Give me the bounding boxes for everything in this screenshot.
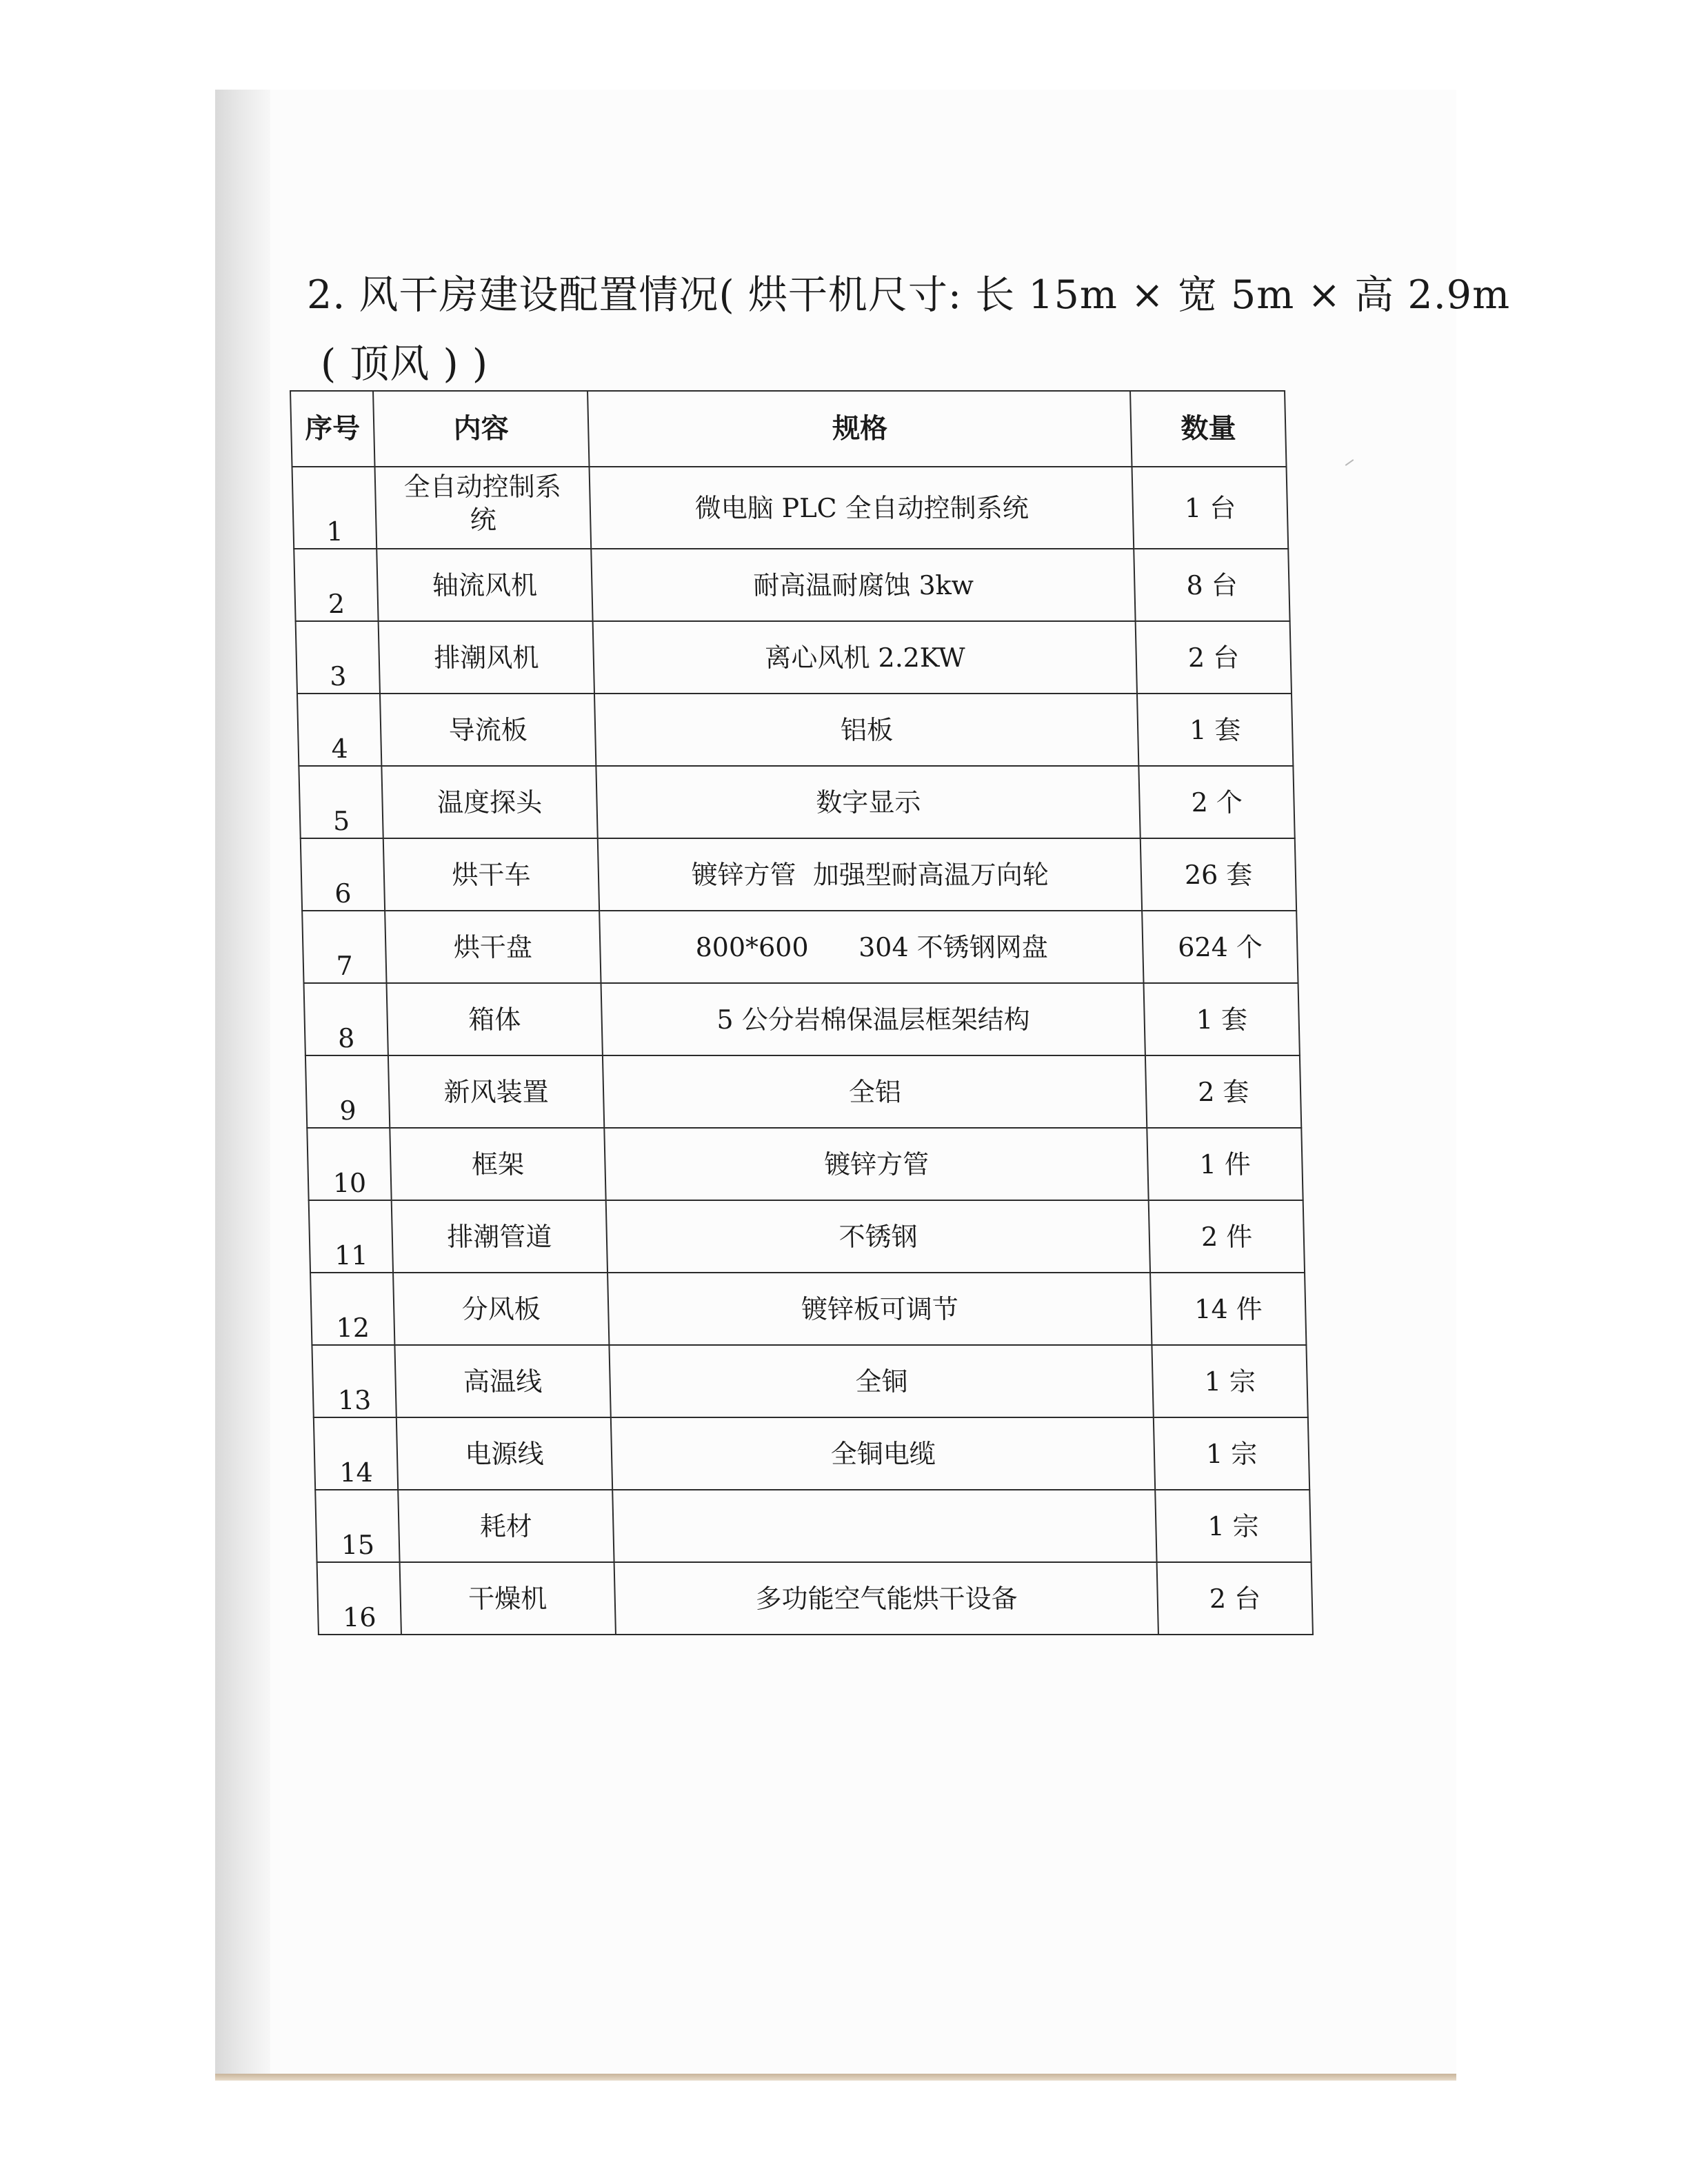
cell-no: 16: [317, 1562, 401, 1635]
cell-name: 电源线: [396, 1417, 613, 1490]
equipment-config-table: [290, 390, 1314, 1635]
table-row: [302, 911, 1298, 983]
cell-no: 1: [292, 467, 376, 549]
header-qty: 数量: [1130, 391, 1286, 467]
cell-no: 14: [314, 1417, 398, 1490]
cell-name: 烘干车: [383, 838, 600, 911]
cell-name: 排潮管道: [391, 1200, 607, 1273]
section-heading-line1: 2. 风干房建设配置情况( 烘干机尺寸: 长 15m × 宽 5m × 高 2.9m: [307, 272, 1511, 318]
cell-name: 温度探头: [381, 766, 598, 838]
cell-spec: 全铝: [603, 1055, 1147, 1128]
cell-qty: 14 件: [1150, 1273, 1306, 1345]
cell-spec: 全铜: [610, 1345, 1154, 1417]
table-row: [292, 467, 1289, 549]
cell-no: 8: [304, 983, 388, 1055]
cell-qty: 1 宗: [1156, 1490, 1312, 1562]
cell-name: 分风板: [393, 1273, 610, 1345]
cell-qty: 1 宗: [1154, 1417, 1309, 1490]
cell-qty: 8 台: [1134, 549, 1290, 621]
table-row: [307, 1128, 1303, 1200]
cell-no: 9: [305, 1055, 390, 1128]
table-row: [294, 549, 1289, 621]
cell-qty: 2 件: [1149, 1200, 1305, 1273]
cell-qty: 624 个: [1143, 911, 1298, 983]
cell-qty: 2 台: [1157, 1562, 1313, 1635]
cell-spec: 数字显示: [596, 766, 1141, 838]
section-heading: [307, 261, 1511, 398]
cell-qty: 1 台: [1132, 467, 1288, 549]
cell-spec: 微电脑 PLC 全自动控制系统: [590, 467, 1134, 549]
cell-spec: 镀锌方管: [604, 1128, 1149, 1200]
table-row: [299, 766, 1294, 838]
cell-no: 11: [309, 1200, 393, 1273]
header-name: 内容: [373, 391, 590, 467]
cell-spec: 铝板: [594, 694, 1139, 766]
table-row: [314, 1417, 1309, 1490]
table-row: [315, 1490, 1311, 1562]
cell-spec: 耐高温耐腐蚀 3kw: [591, 549, 1136, 621]
pen-mark: [1345, 459, 1354, 466]
cell-name: 框架: [390, 1128, 606, 1200]
table-row: [312, 1345, 1307, 1417]
cell-no: 4: [297, 694, 381, 766]
table-row: [309, 1200, 1305, 1273]
cell-spec: [612, 1490, 1157, 1562]
cell-no: 5: [299, 766, 383, 838]
cell-no: 10: [307, 1128, 391, 1200]
cell-qty: 2 台: [1136, 621, 1292, 694]
cell-name: 耗材: [398, 1490, 614, 1562]
cell-name: 干燥机: [399, 1562, 616, 1635]
cell-name: 高温线: [394, 1345, 611, 1417]
cell-qty: 26 套: [1141, 838, 1296, 911]
cell-qty: 1 套: [1137, 694, 1293, 766]
header-spec: 规格: [587, 391, 1132, 467]
table-row: [304, 983, 1300, 1055]
table-row: [310, 1273, 1306, 1345]
cell-name: 新风装置: [388, 1055, 605, 1128]
table-row: [297, 694, 1293, 766]
cell-spec: 不锈钢: [606, 1200, 1151, 1273]
section-heading-line2: ( 顶风 ) ): [321, 341, 489, 387]
cell-qty: 1 套: [1144, 983, 1300, 1055]
cell-no: 6: [301, 838, 385, 911]
page-bottom-edge: [215, 2074, 1456, 2081]
cell-no: 12: [310, 1273, 394, 1345]
cell-name: 轴流风机: [376, 549, 593, 621]
table-header-row: [290, 391, 1286, 467]
cell-spec: 离心风机 2.2KW: [593, 621, 1138, 694]
cell-spec: 多功能空气能烘干设备: [614, 1562, 1159, 1635]
table-row: [317, 1562, 1313, 1635]
table-row: [301, 838, 1296, 911]
cell-name: 箱体: [386, 983, 603, 1055]
cell-no: 2: [294, 549, 378, 621]
cell-qty: 1 宗: [1152, 1345, 1308, 1417]
cell-no: 15: [315, 1490, 399, 1562]
cell-spec: 5 公分岩棉保温层框架结构: [601, 983, 1146, 1055]
table-row: [296, 621, 1292, 694]
cell-no: 7: [302, 911, 386, 983]
cell-name: 全自动控制系统: [374, 467, 591, 549]
cell-qty: 1 件: [1147, 1128, 1303, 1200]
cell-name: 排潮风机: [378, 621, 594, 694]
cell-name: 烘干盘: [385, 911, 601, 983]
cell-qty: 2 个: [1139, 766, 1295, 838]
cell-name: 导流板: [380, 694, 596, 766]
cell-no: 3: [296, 621, 380, 694]
cell-spec: 800*600 304 不锈钢网盘: [599, 911, 1144, 983]
cell-spec: 镀锌方管 加强型耐高温万向轮: [598, 838, 1143, 911]
cell-spec: 镀锌板可调节: [607, 1273, 1152, 1345]
page-binding-shadow: [215, 90, 270, 2075]
header-no: 序号: [290, 391, 374, 467]
cell-spec: 全铜电缆: [611, 1417, 1156, 1490]
cell-qty: 2 套: [1145, 1055, 1301, 1128]
table-row: [305, 1055, 1301, 1128]
cell-no: 13: [312, 1345, 396, 1417]
